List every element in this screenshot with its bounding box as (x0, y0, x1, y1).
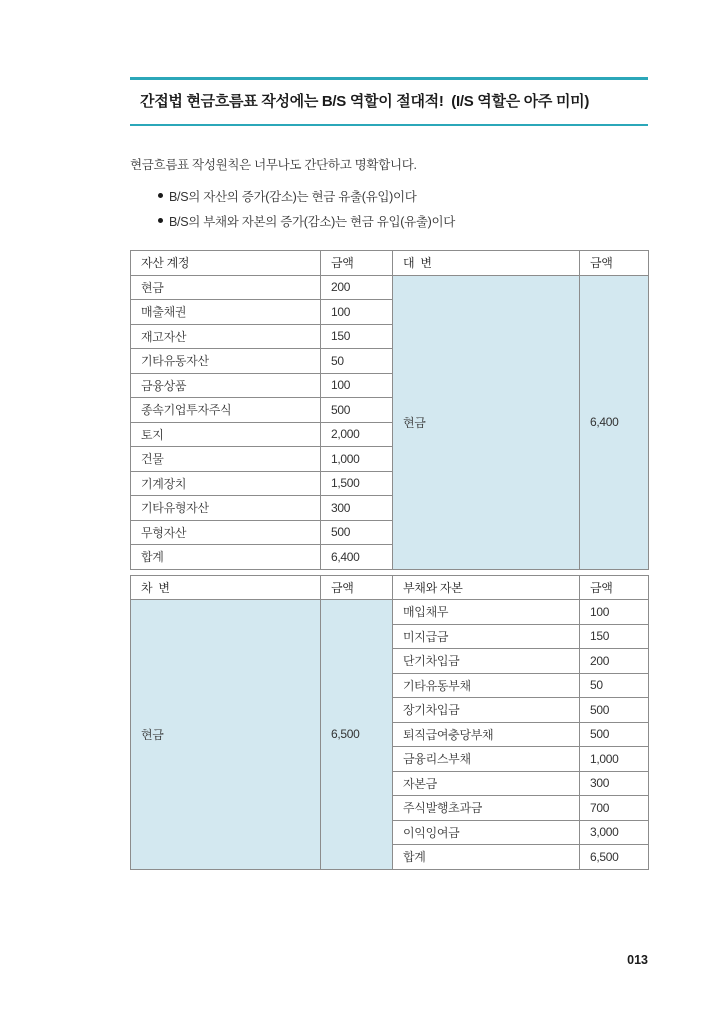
table-row (131, 600, 649, 625)
column-header: 자산 계정 (131, 251, 321, 276)
account-amount: 300 (321, 496, 393, 521)
account-amount: 6,500 (580, 845, 649, 870)
account-label: 주식발행초과금 (393, 796, 580, 821)
account-label: 매출채권 (131, 300, 321, 325)
account-amount: 1,500 (321, 471, 393, 496)
section-title-banner (130, 77, 648, 126)
account-amount: 50 (321, 349, 393, 374)
page-number: 013 (627, 953, 648, 967)
column-header: 대 변 (393, 251, 580, 276)
account-label: 종속기업투자주식 (131, 398, 321, 423)
account-label: 재고자산 (131, 324, 321, 349)
account-amount: 500 (321, 520, 393, 545)
account-amount: 150 (580, 624, 649, 649)
account-label: 이익잉여금 (393, 820, 580, 845)
account-label: 매입채무 (393, 600, 580, 625)
merged-cash-amount: 6,500 (321, 600, 393, 870)
account-amount: 700 (580, 796, 649, 821)
account-amount: 150 (321, 324, 393, 349)
account-amount: 300 (580, 771, 649, 796)
account-amount: 2,000 (321, 422, 393, 447)
account-label: 기타유동자산 (131, 349, 321, 374)
content-area (130, 77, 648, 870)
account-amount: 6,400 (321, 545, 393, 570)
account-label: 장기차입금 (393, 698, 580, 723)
intro-block (130, 156, 648, 233)
list-item (158, 208, 648, 233)
header-row (131, 251, 649, 276)
page-title: 간접법 현금흐름표 작성에는 B/S 역할이 절대적! (I/S 역할은 아주 미미) (140, 93, 590, 110)
intro-lead: 현금흐름표 작성원칙은 너무나도 간단하고 명확합니다. (130, 158, 417, 172)
bullet-text: B/S의 부채와 자본의 증가(감소)는 현금 유입(유출)이다 (169, 214, 456, 229)
account-label: 자본금 (393, 771, 580, 796)
column-header: 차 변 (131, 575, 321, 600)
account-amount: 500 (321, 398, 393, 423)
merged-cash-label: 현금 (393, 275, 580, 569)
account-amount: 100 (321, 300, 393, 325)
account-label: 기계장치 (131, 471, 321, 496)
account-label: 퇴직급여충당부채 (393, 722, 580, 747)
column-header: 부채와 자본 (393, 575, 580, 600)
column-header: 금액 (580, 251, 649, 276)
account-amount: 200 (321, 275, 393, 300)
merged-cash-label: 현금 (131, 600, 321, 870)
header-row (131, 575, 649, 600)
account-label: 금융리스부채 (393, 747, 580, 772)
column-header: 금액 (321, 251, 393, 276)
table-row (131, 275, 649, 300)
account-amount: 1,000 (580, 747, 649, 772)
account-label: 무형자산 (131, 520, 321, 545)
liabilities-table (130, 575, 649, 870)
merged-cash-amount: 6,400 (580, 275, 649, 569)
column-header: 금액 (580, 575, 649, 600)
account-label: 합계 (131, 545, 321, 570)
account-label: 기타유동부채 (393, 673, 580, 698)
account-label: 기타유형자산 (131, 496, 321, 521)
assets-table (130, 250, 649, 570)
principle-list (130, 183, 648, 233)
account-amount: 1,000 (321, 447, 393, 472)
account-label: 미지급금 (393, 624, 580, 649)
list-item (158, 183, 648, 208)
account-amount: 50 (580, 673, 649, 698)
account-amount: 500 (580, 722, 649, 747)
bullet-icon (158, 218, 163, 223)
account-label: 단기차입금 (393, 649, 580, 674)
bullet-text: B/S의 자산의 증가(감소)는 현금 유출(유입)이다 (169, 189, 417, 204)
account-amount: 100 (321, 373, 393, 398)
bullet-icon (158, 193, 163, 198)
column-header: 금액 (321, 575, 393, 600)
account-amount: 200 (580, 649, 649, 674)
account-label: 금융상품 (131, 373, 321, 398)
account-label: 토지 (131, 422, 321, 447)
account-amount: 100 (580, 600, 649, 625)
account-amount: 3,000 (580, 820, 649, 845)
account-label: 현금 (131, 275, 321, 300)
account-label: 건물 (131, 447, 321, 472)
account-amount: 500 (580, 698, 649, 723)
account-label: 합계 (393, 845, 580, 870)
